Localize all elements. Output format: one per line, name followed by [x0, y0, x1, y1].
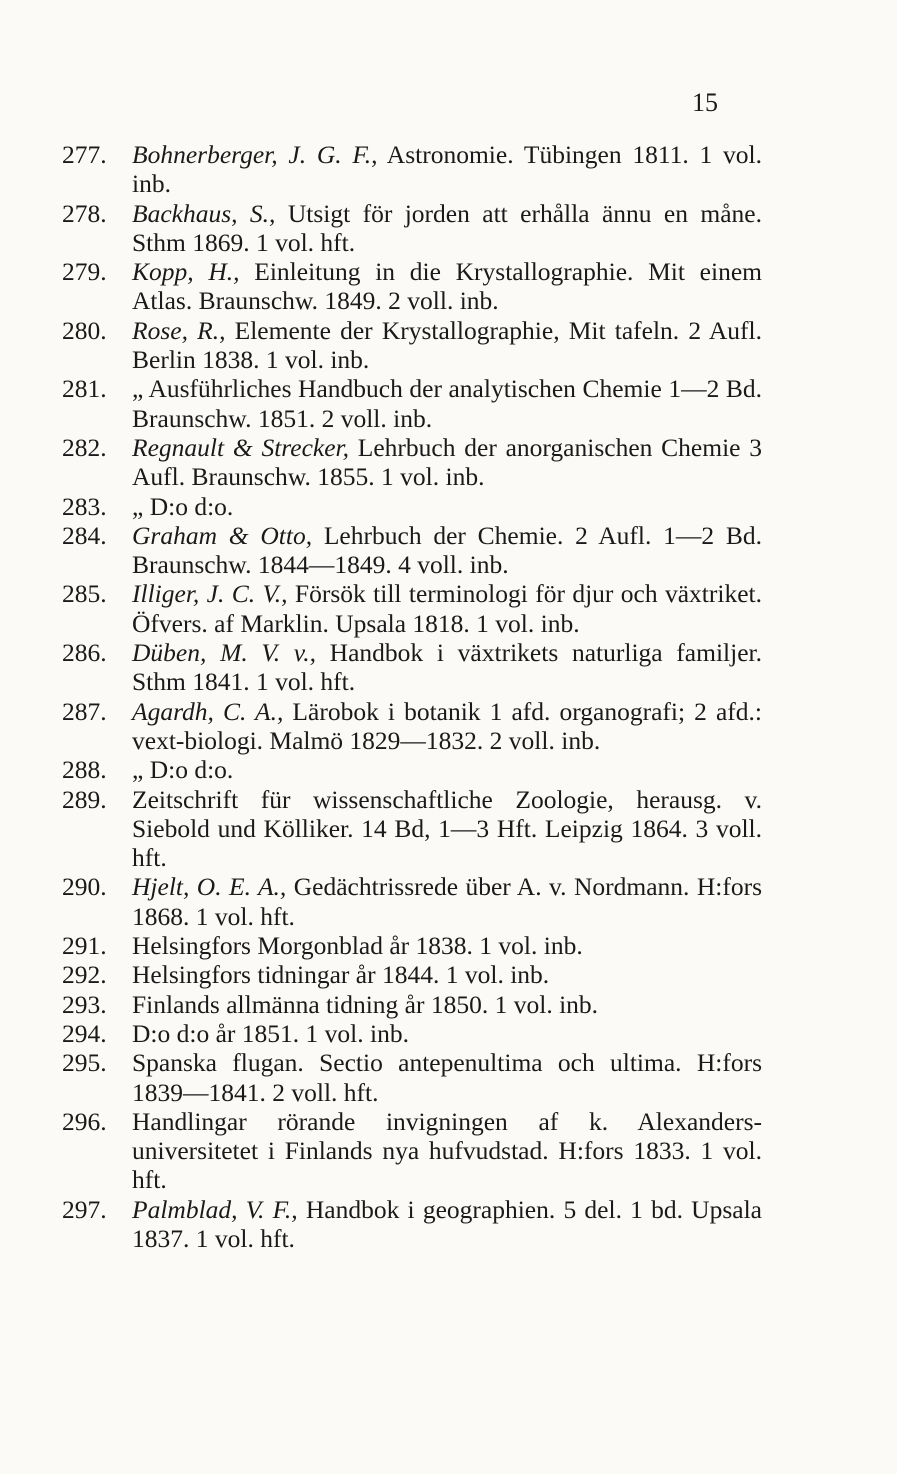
entry-text: Gedächtrissrede über A. v. Nordmann. H:fors 1868. 1 vol. hft.: [132, 872, 762, 931]
catalog-entry: [62, 697, 762, 756]
catalog-entry: [62, 433, 762, 492]
catalog-entry: [62, 316, 762, 375]
entry-author: Palmblad, V. F.,: [132, 1194, 298, 1224]
entry-text: „ D:o d:o.: [132, 755, 234, 785]
catalog-entry: [62, 199, 762, 258]
catalog-entry: [62, 1048, 762, 1107]
catalog-entry: [62, 1019, 762, 1048]
entry-number: 281.: [62, 374, 107, 404]
catalog-entry: [62, 257, 762, 316]
entry-text: Helsingfors tidningar år 1844. 1 vol. inb.: [132, 960, 550, 990]
entry-text: Einleitung in die Krystallographie. Mit einem Atlas. Braunschw. 1849. 2 voll. inb.: [132, 257, 762, 316]
entry-author: Kopp, H.,: [132, 257, 240, 287]
entry-number: 279.: [62, 257, 107, 287]
entry-author: Agardh, C. A.,: [132, 696, 284, 726]
entry-number: 297.: [62, 1194, 107, 1224]
entry-text: Lehrbuch der anorganischen Chemie 3 Aufl. Braunschw. 1855. 1 vol. inb.: [132, 432, 762, 492]
catalog-entry: [62, 785, 762, 873]
entry-author: Hjelt, O. E. A.,: [132, 872, 287, 902]
entry-author: Graham & Otto,: [132, 520, 313, 550]
entry-number: 277.: [62, 140, 107, 169]
entry-text: Finlands allmänna tidning år 1850. 1 vol. inb.: [132, 989, 599, 1019]
entry-number: 286.: [62, 638, 107, 668]
catalog-entry: [62, 638, 762, 697]
catalog-entry: [62, 1107, 762, 1195]
entry-number: 293.: [62, 989, 107, 1019]
entry-author: Düben, M. V. v.,: [132, 638, 316, 668]
page-number: 15: [692, 88, 718, 117]
entry-number: 283.: [62, 491, 107, 521]
entry-number: 285.: [62, 579, 107, 609]
catalog-entry: [62, 755, 762, 784]
catalog-entry: [62, 872, 762, 931]
entry-author: Backhaus, S.,: [132, 198, 276, 228]
entry-number: 282.: [62, 432, 107, 462]
entry-text: „ D:o d:o.: [132, 491, 234, 521]
catalog-entry: [62, 492, 762, 521]
entry-author: Bohnerberger, J. G. F.,: [132, 140, 378, 169]
entry-author: Rose, R.,: [132, 315, 226, 345]
catalog-entry: [62, 931, 762, 960]
entry-text: Handbok i geographien. 5 del. 1 bd. Upsala 1837. 1 vol. hft.: [132, 1194, 762, 1253]
entry-text: Astronomie. Tübingen 1811. 1 vol. inb.: [132, 140, 763, 199]
entry-text: Lärobok i botanik 1 afd. organografi; 2 afd.: vext-biologi. Malmö 1829—1832. 2 voll. inb.: [132, 696, 762, 755]
entry-text: „ Ausführliches Handbuch der analytischen Chemie 1—2 Bd. Braunschw. 1851. 2 voll. inb.: [132, 374, 762, 433]
entry-text: Elemente der Krystallographie, Mit tafeln. 2 Aufl. Berlin 1838. 1 vol. inb.: [132, 315, 762, 375]
entry-number: 295.: [62, 1048, 107, 1078]
entry-author: Illiger, J. C. V.,: [132, 579, 288, 609]
entry-number: 296.: [62, 1106, 107, 1136]
entry-text: Handlingar rörande invigningen af k. Alexanders-universitetet i Finlands nya hufvudstad. H:fors 1833. 1 vol. hft.: [132, 1106, 762, 1195]
entry-text: Handbok i växtrikets naturliga familjer. Sthm 1841. 1 vol. hft.: [132, 638, 762, 697]
entry-number: 290.: [62, 872, 107, 902]
entry-number: 280.: [62, 315, 107, 345]
catalog-entry: [62, 960, 762, 989]
entry-text: Lehrbuch der Chemie. 2 Aufl. 1—2 Bd. Braunschw. 1844—1849. 4 voll. inb.: [132, 520, 762, 580]
entry-number: 288.: [62, 755, 107, 785]
catalog-entry: [62, 140, 762, 199]
entry-text: Utsigt för jorden att erhålla ännu en måne. Sthm 1869. 1 vol. hft.: [132, 198, 762, 257]
entry-number: 289.: [62, 784, 107, 814]
entry-number: 291.: [62, 931, 107, 961]
entry-number: 287.: [62, 696, 107, 726]
catalog-entry: [62, 990, 762, 1019]
entry-number: 278.: [62, 198, 107, 228]
entry-text: Spanska flugan. Sectio antepenultima och ultima. H:fors 1839—1841. 2 voll. hft.: [132, 1048, 762, 1107]
entry-number: 292.: [62, 960, 107, 990]
entry-text: Försök till terminologi för djur och växtriket. Öfvers. af Marklin. Upsala 1818. 1 vol. inb.: [132, 579, 762, 638]
entry-text: Helsingfors Morgonblad år 1838. 1 vol. inb.: [132, 931, 583, 961]
catalog-entry: [62, 579, 762, 638]
entry-text: D:o d:o år 1851. 1 vol. inb.: [132, 1018, 409, 1048]
entry-author: Regnault & Strecker,: [132, 432, 349, 462]
catalog-entry: [62, 1195, 762, 1254]
catalog-entries: [62, 140, 762, 1253]
entry-number: 284.: [62, 520, 107, 550]
catalog-entry: [62, 374, 762, 433]
entry-text: Zeitschrift für wissenschaftliche Zoologie, herausg. v. Siebold und Kölliker. 14 Bd, 1—3 Hft. Leipzig 1864. 3 voll. hft.: [132, 784, 762, 873]
catalog-entry: [62, 521, 762, 580]
entry-number: 294.: [62, 1018, 107, 1048]
